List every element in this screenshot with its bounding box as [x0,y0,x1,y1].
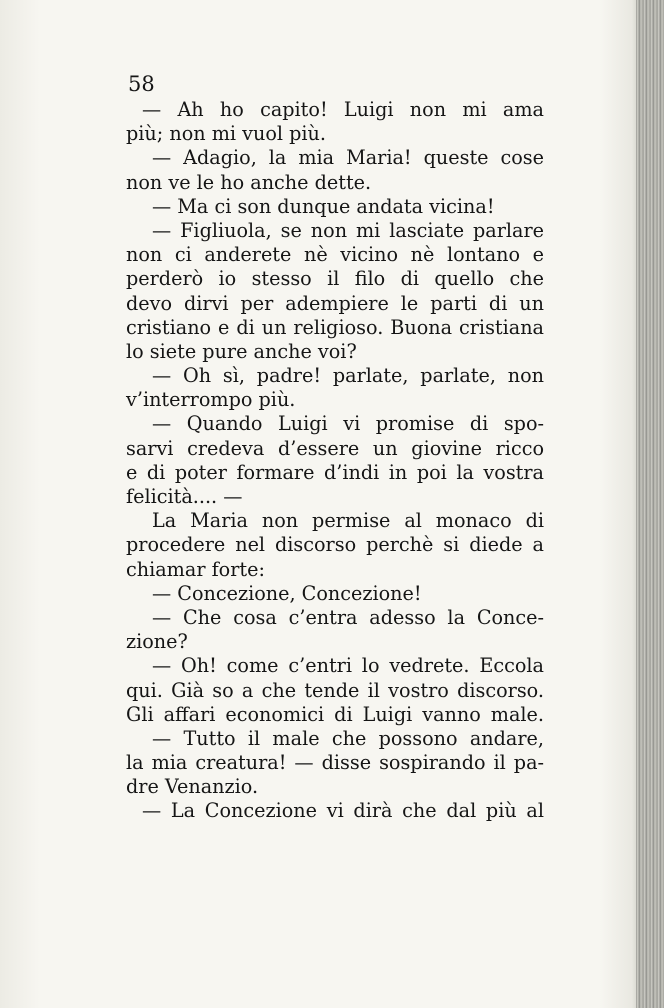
text-line: — Concezione, Concezione! [152,581,422,605]
text-line: sarvi credeva d’essere un giovine ricco [126,436,544,460]
text-line: la mia creatura! — disse sospirando il pa- [126,751,544,775]
text-line: — Ah ho capito! Luigi non mi ama [142,98,544,121]
text-line: zione? [126,630,188,654]
text-line: non ve le ho anche dette. [126,170,372,194]
page-text [126,98,544,824]
text-line: più; non mi vuol più. [126,122,326,146]
text-line: e di poter formare d’indi in poi la vostra [126,460,544,484]
text-line: qui. Già so a che tende il vostro discorso. [126,678,544,702]
text-line: non ci anderete nè vicino nè lontano e [126,243,544,267]
text-line: Gli affari economici di Luigi vanno male. [126,702,544,726]
text-line: La Maria non permise al monaco di [152,509,544,533]
text-line: procedere nel discorso perchè si diede a [126,533,544,557]
text-line: — Oh! come c’entri lo vedrete. Eccola [152,654,544,678]
text-line: — Adagio, la mia Maria! queste cose [152,146,544,170]
text-line: — La Concezione vi dirà che dal più al [142,799,544,823]
text-line: devo dirvi per adempiere le parti di un [126,291,544,315]
text-line: — Figliuola, se non mi lasciate parlare [152,218,544,242]
text-line: — Quando Luigi vi promise di spo- [152,412,544,436]
text-line: v’interrompo più. [126,388,296,412]
text-line: lo siete pure anche voi? [126,339,357,363]
text-line: — Ma ci son dunque andata vicina! [152,194,495,218]
text-line: — Tutto il male che possono andare, [152,726,544,750]
text-line: dre Venanzio. [126,775,259,799]
text-line: felicità.... — [126,485,243,508]
page-edge [636,0,664,1008]
text-line: cristiano e di un religioso. Buona cristiana [126,315,544,339]
text-line: — Oh sì, padre! parlate, parlate, non [152,364,544,388]
text-line: perderò io stesso il filo di quello che [126,267,544,291]
page-number: 58 [128,72,155,96]
text-line: chiamar forte: [126,557,265,581]
text-line: — Che cosa c’entra adesso la Conce- [152,605,544,629]
